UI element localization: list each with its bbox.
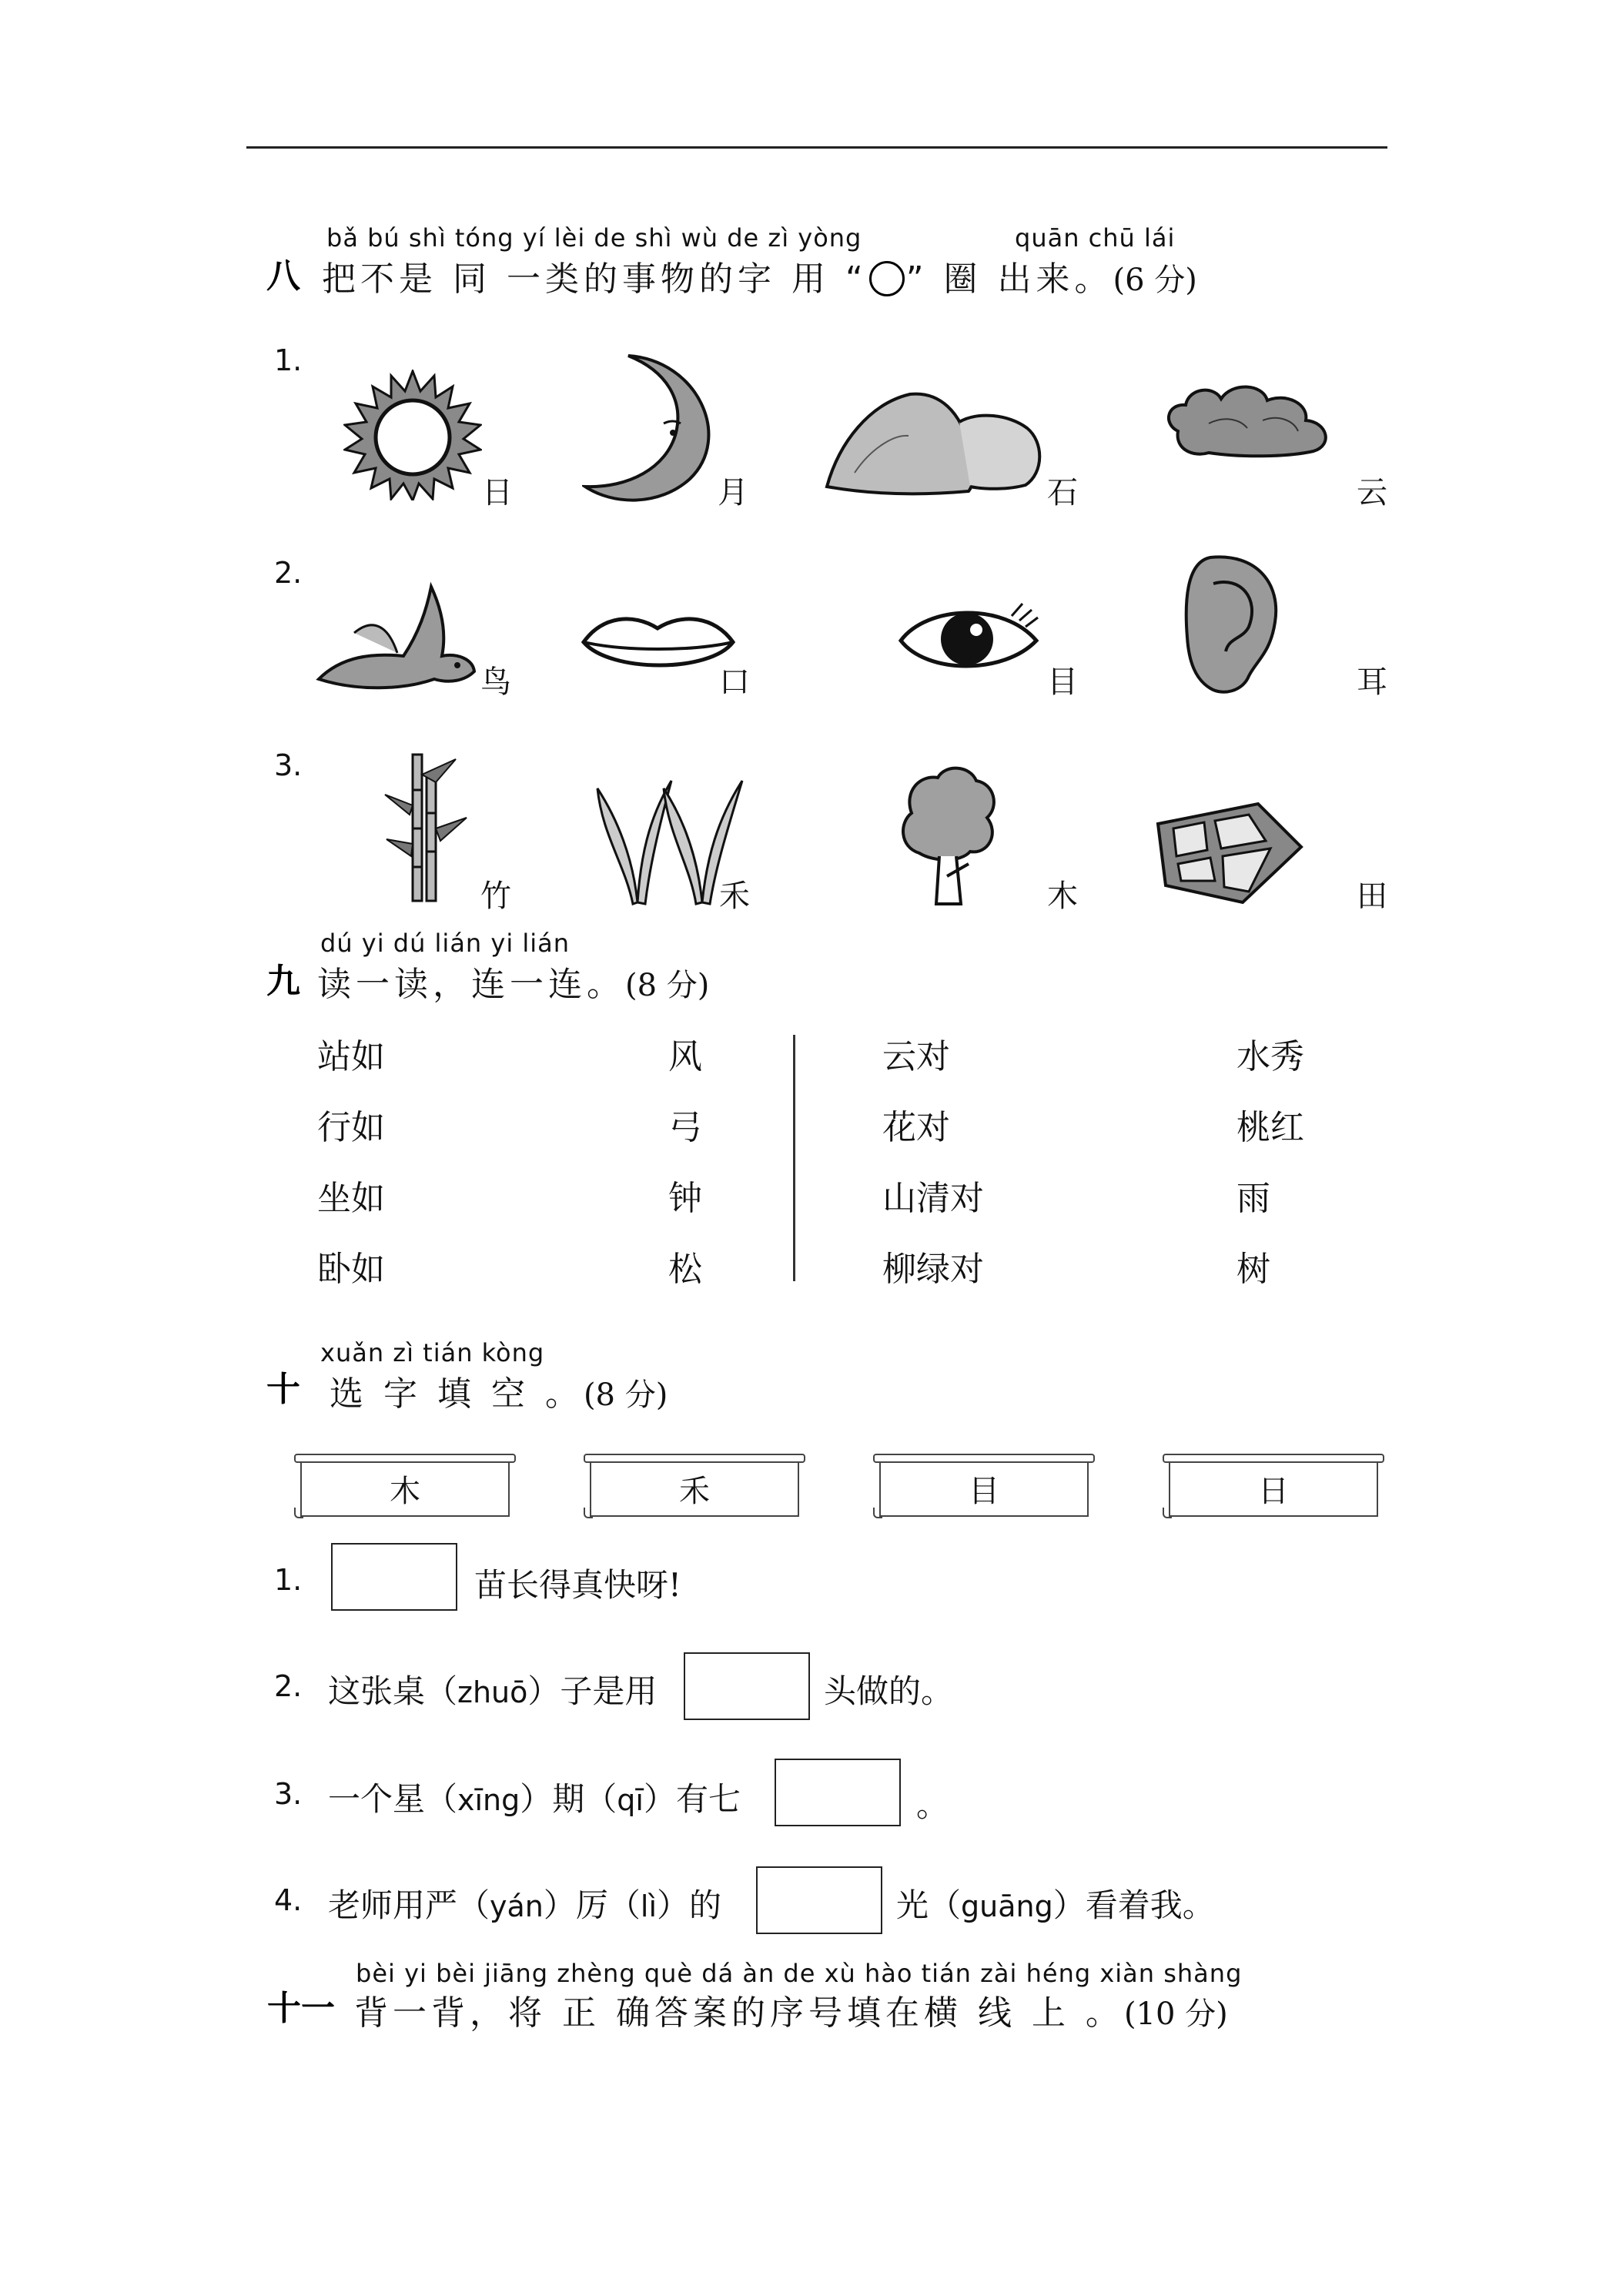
tree-icon [896, 761, 1001, 907]
s10-q4-text-a [328, 1880, 721, 1926]
section10-title-text: 选 字 填 空 。 [330, 1374, 584, 1414]
s8-row3-label-tree: 木 [1047, 879, 1078, 914]
sun-icon [343, 370, 482, 500]
s10-q3-part-c: ）有七 [643, 1780, 741, 1818]
section9-score: (8 分) [625, 968, 710, 1003]
s8-row1-label-sun: 日 [482, 475, 513, 510]
section10-number: 十 [260, 1361, 306, 1411]
s10-q4-part-e: ）看着我。 [1052, 1886, 1215, 1924]
s9-left-b-3: 钟 [668, 1179, 702, 1218]
section11-title-text: 背一背，将 正 确答案的序号填在横 线 上 。 [354, 1993, 1124, 2033]
s9-left-a-4: 卧如 [317, 1250, 385, 1289]
bird-icon [311, 579, 480, 694]
section8-number: 八 [259, 248, 308, 297]
section11-pinyin: bèi yi bèi jiāng zhèng què dá àn de xù hào tián zài héng xiàn shàng [356, 1959, 1243, 1988]
s10-q2-number: 2. [274, 1669, 303, 1703]
cloud-icon [1163, 377, 1335, 462]
s9-right-a-1: 云对 [882, 1037, 950, 1076]
s10-q3-part-b: ）期（ [520, 1780, 617, 1818]
section11-title [354, 1985, 1228, 2034]
section10-title [330, 1366, 668, 1415]
top-rule [246, 146, 1387, 149]
s10-q2-part-b: ）子是用 [527, 1672, 658, 1710]
mouth-icon [579, 608, 738, 678]
s9-right-b-2: 桃红 [1236, 1108, 1304, 1147]
section9-title-text: 读一读，连一连。 [317, 965, 625, 1004]
choice-card-1: 木 [300, 1460, 510, 1517]
s8-row1-label-cloud: 云 [1357, 475, 1387, 510]
s10-q3-answer-box[interactable] [775, 1759, 901, 1826]
s10-q4-text-b [896, 1880, 1215, 1926]
section9-number: 九 [262, 953, 305, 1002]
s8-row2-label-mouth: 口 [719, 664, 750, 700]
s9-right-a-4: 柳绿对 [882, 1250, 984, 1289]
s10-q2-after: 头做的。 [824, 1672, 954, 1710]
s9-left-b-2: 弓 [668, 1108, 702, 1147]
s10-q2-text [328, 1666, 657, 1712]
s10-q1-answer-box[interactable] [331, 1543, 457, 1611]
section8-title-part1: 把不是 同 一类的事物的字 用 “ [322, 259, 868, 299]
s9-right-b-3: 雨 [1236, 1179, 1270, 1218]
s9-left-b-1: 风 [668, 1037, 702, 1076]
s10-q3-pinyin-1: xīng [457, 1783, 520, 1817]
s10-q3-number: 3. [274, 1777, 303, 1811]
s8-row2-label-bird: 鸟 [480, 664, 511, 700]
s9-left-a-3: 坐如 [317, 1179, 385, 1218]
section8-score: (6 分) [1113, 263, 1197, 298]
section11-number: 十一 [262, 1980, 340, 2030]
ear-icon [1180, 553, 1284, 696]
choice-card-4: 日 [1169, 1460, 1378, 1517]
s10-q2-answer-box[interactable] [684, 1652, 810, 1720]
s10-q4-part-a: 老师用严（ [328, 1886, 490, 1924]
section10-pinyin: xuǎn zì tián kòng [320, 1338, 545, 1367]
s8-row1-label-moon: 月 [718, 475, 748, 510]
column-divider [793, 1035, 795, 1281]
s10-q4-pinyin-1: yán [490, 1889, 544, 1923]
s10-q3-after: 。 [916, 1786, 949, 1824]
bamboo-icon [382, 744, 470, 905]
s10-q4-number: 4. [274, 1883, 303, 1917]
s8-row2-label-ear: 耳 [1357, 664, 1387, 700]
s8-row3-label-grain: 禾 [719, 879, 750, 914]
stone-icon [824, 388, 1047, 496]
section10-score: (8 分) [583, 1377, 668, 1413]
s8-row3-number: 3. [274, 748, 303, 782]
moon-icon [582, 353, 724, 504]
section8-pinyin-2: quān chū lái [1015, 223, 1176, 253]
s9-right-b-4: 树 [1236, 1250, 1270, 1289]
section8-title [322, 251, 1197, 300]
s10-q3-text [328, 1774, 741, 1820]
s10-q2-pinyin: zhuō [457, 1675, 528, 1709]
s10-q1-text: 苗长得真快呀! [474, 1566, 681, 1604]
s8-row3-label-field: 田 [1357, 879, 1387, 914]
s10-q4-pinyin-3: guāng [961, 1889, 1053, 1923]
s8-row2-label-eye: 目 [1047, 664, 1078, 700]
s10-q3-pinyin-2: qī [617, 1783, 644, 1817]
s9-left-a-1: 站如 [317, 1037, 385, 1076]
section11-score: (10 分) [1123, 1996, 1228, 2032]
s10-q4-part-c: ）的 [657, 1886, 722, 1924]
choice-card-2: 禾 [590, 1460, 799, 1517]
circle-icon [869, 261, 905, 296]
s8-row1-label-stone: 石 [1047, 475, 1078, 510]
s9-right-a-3: 山清对 [882, 1179, 984, 1218]
s10-q1-number: 1. [274, 1563, 303, 1597]
s9-right-a-2: 花对 [882, 1108, 950, 1147]
section9-pinyin: dú yi dú lián yi lián [320, 929, 571, 958]
choice-card-3: 目 [879, 1460, 1089, 1517]
section8-pinyin-1: bǎ bú shì tóng yí lèi de shì wù de zì yòng [326, 223, 862, 253]
s8-row1-number: 1. [274, 343, 303, 377]
s9-left-b-4: 松 [668, 1250, 702, 1289]
section8-title-part2: ” 圈 出来。 [905, 259, 1113, 299]
s10-q4-part-b: ）厉（ [543, 1886, 641, 1924]
s9-left-a-2: 行如 [317, 1108, 385, 1147]
s10-q4-pinyin-2: lì [640, 1889, 658, 1923]
s10-q4-part-d: 光（ [896, 1886, 962, 1924]
s8-row2-number: 2. [274, 556, 303, 590]
section9-title [317, 956, 709, 1006]
s10-q4-answer-box[interactable] [756, 1866, 882, 1934]
s9-right-b-1: 水秀 [1236, 1037, 1304, 1076]
s10-q3-part-a: 一个星（ [328, 1780, 458, 1818]
eye-icon [896, 597, 1041, 679]
s8-row3-label-bamboo: 竹 [480, 879, 511, 914]
s10-q2-part-a: 这张桌（ [328, 1672, 458, 1710]
field-icon [1150, 801, 1304, 905]
